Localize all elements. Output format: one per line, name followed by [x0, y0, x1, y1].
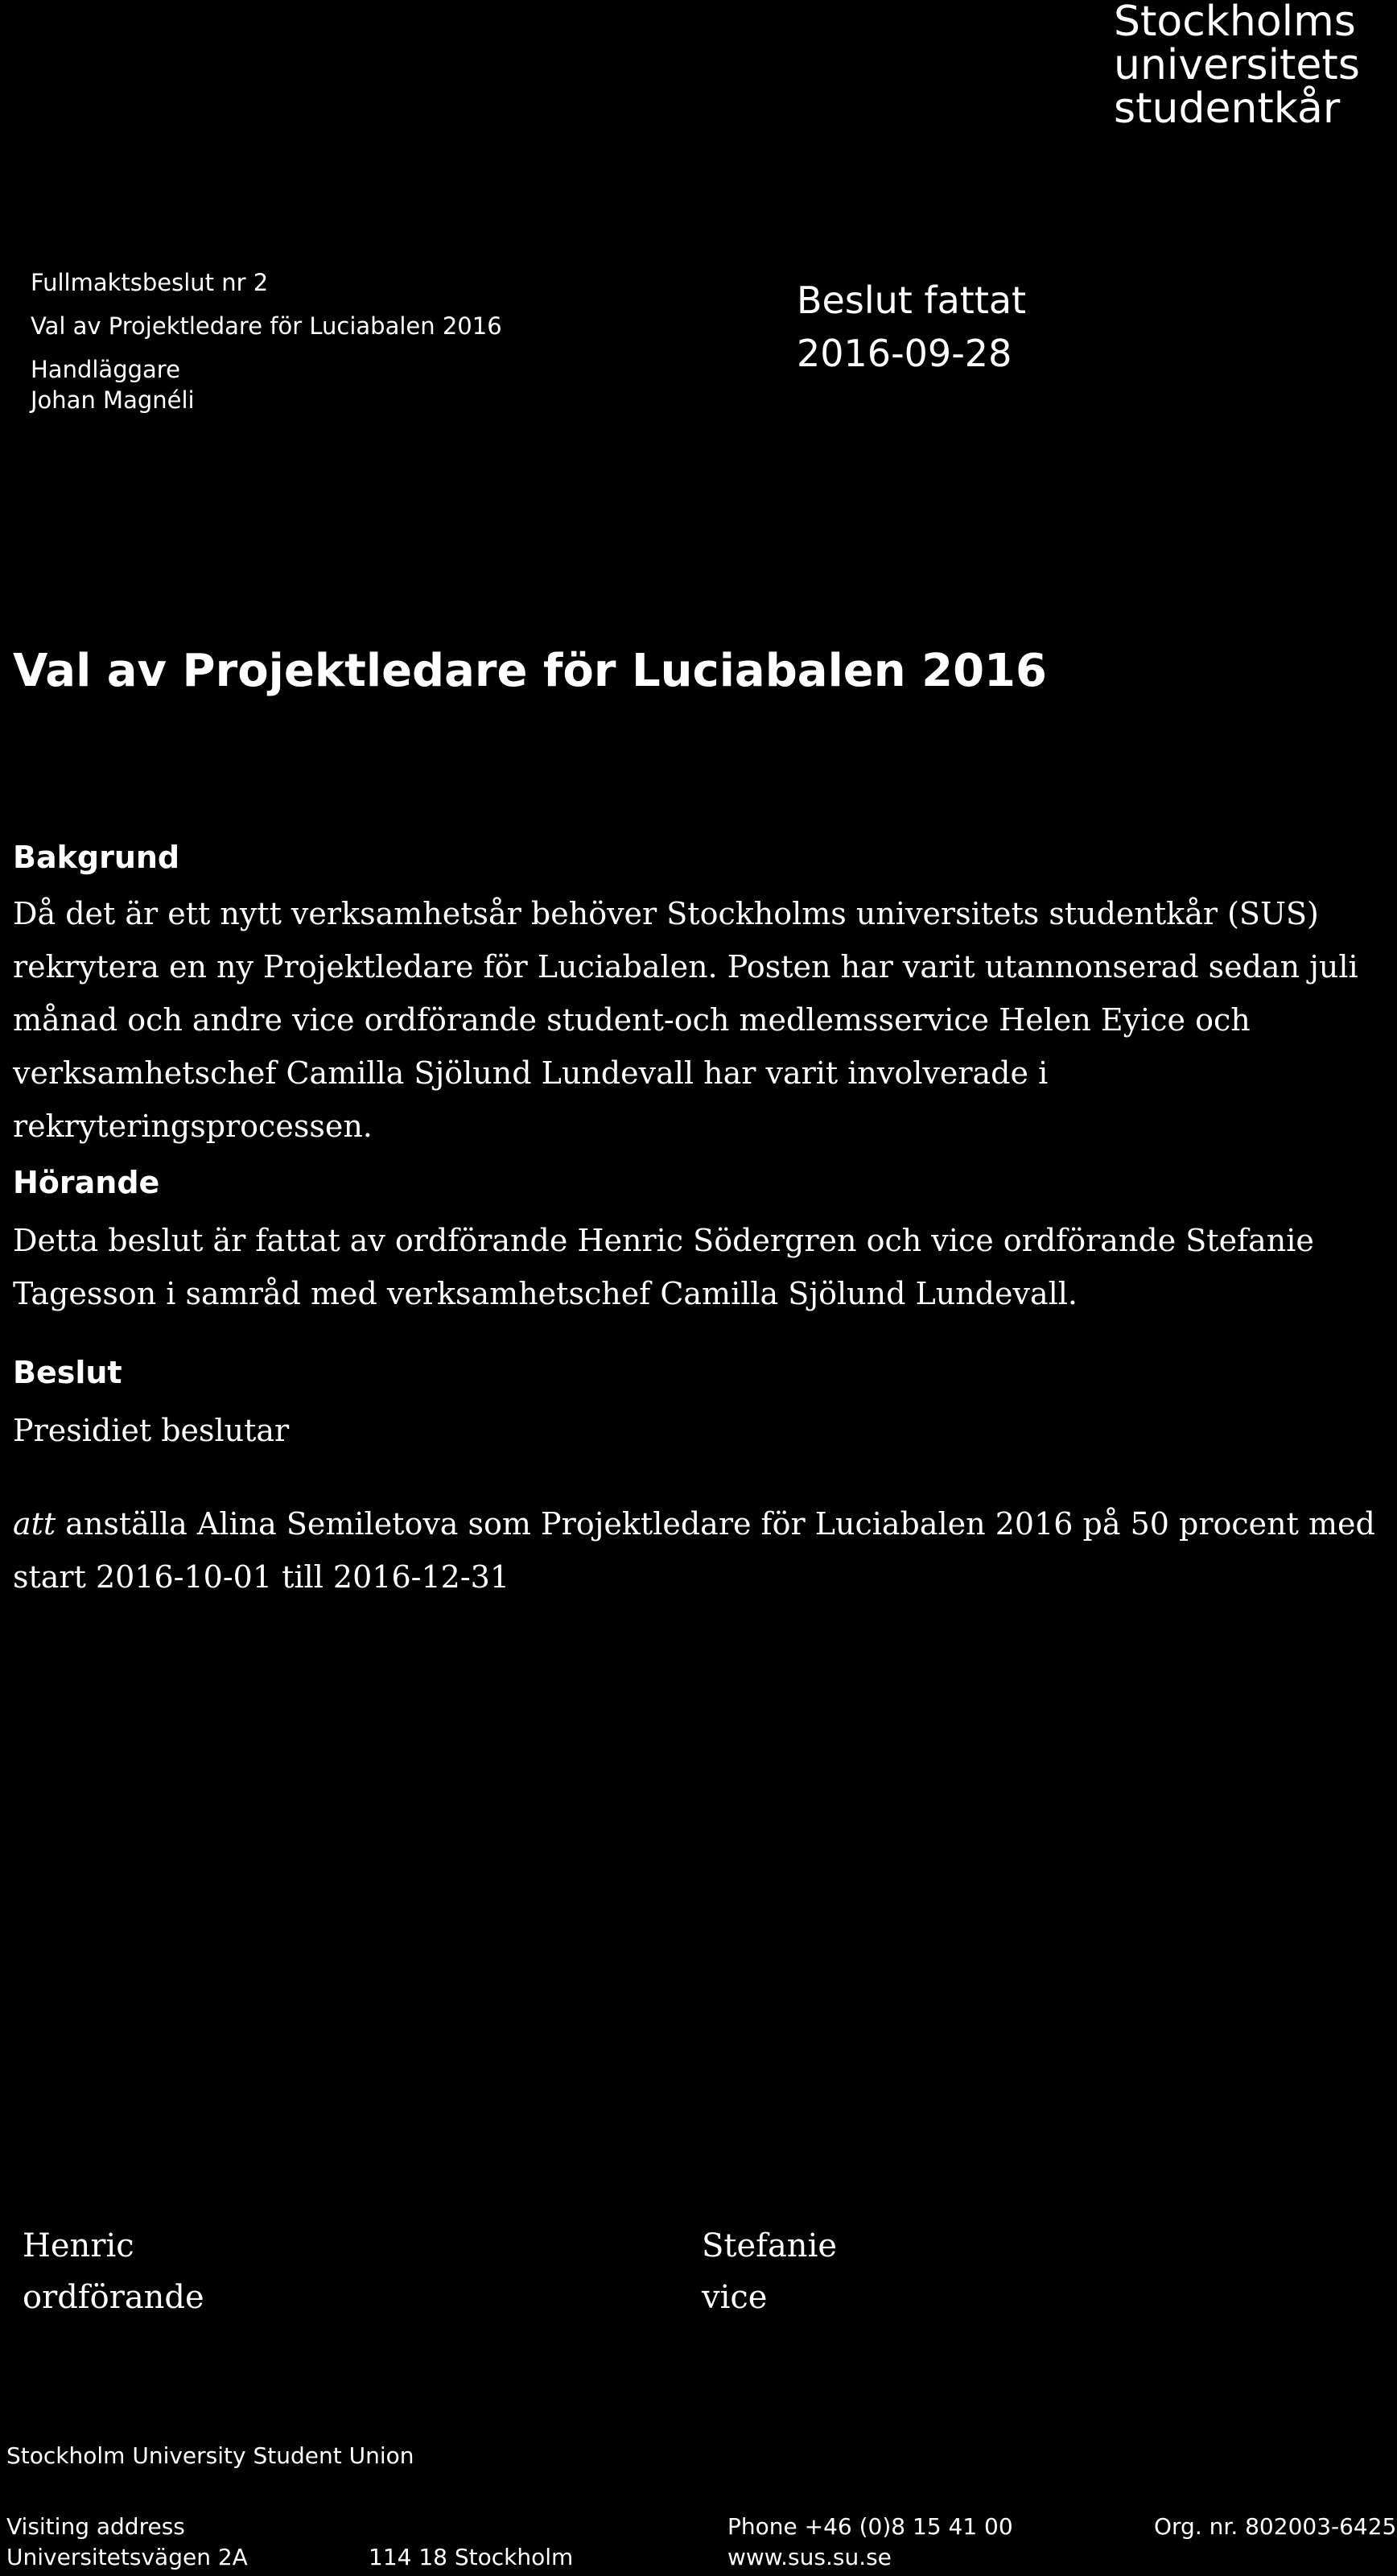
hearing-line: Detta beslut är fattat av ordförande Henric Södergren och vice ordförande Stefanie [13, 1223, 1314, 1258]
background-line: Då det är ett nytt verksamhetsår behöver Stockholms universitets studentkår (SUS) [13, 896, 1319, 931]
footer-postal: 114 18 Stockholm [369, 2544, 574, 2570]
section-heading-hearing: Hörande [13, 1165, 160, 1200]
signature-right-role: vice [702, 2279, 768, 2316]
logo-line-2: universitets [1114, 41, 1360, 89]
decision-number: Fullmaktsbeslut nr 2 [31, 269, 269, 296]
decided-label: Beslut fattat [797, 279, 1027, 322]
decision-line-2: start 2016-10-01 till 2016-12-31 [13, 1559, 510, 1595]
decision-intro-line: Presidiet beslutar [13, 1413, 290, 1448]
footer-visiting-label: Visiting address [6, 2513, 185, 2540]
background-line: månad och andre vice ordförande student-och medlemsservice Helen Eyice och [13, 1002, 1251, 1038]
logo-line-1: Stockholms [1114, 0, 1356, 46]
footer-org-nr: Org. nr. 802003-6425 [1154, 2513, 1397, 2540]
footer-web: www.sus.su.se [727, 2544, 892, 2570]
document-meta [31, 264, 502, 419]
handler-name: Johan Magnéli [31, 386, 195, 414]
decision-date-block [797, 274, 1026, 380]
section-heading-decision: Beslut [13, 1355, 122, 1390]
att-word: att [13, 1506, 56, 1542]
hearing-paragraph [13, 1214, 1381, 1320]
decision-intro [13, 1404, 1381, 1457]
decision-line-1 [13, 1497, 1381, 1550]
footer-org-name: Stockholm University Student Union [6, 2442, 414, 2469]
decided-date: 2016-09-28 [797, 332, 1012, 375]
logo-line-3: studentkår [1114, 85, 1341, 133]
hearing-line: Tagesson i samråd med verksamhetschef Camilla Sjölund Lundevall. [13, 1276, 1078, 1311]
background-line: rekryteringsprocessen. [13, 1108, 373, 1144]
background-line: verksamhetschef Camilla Sjölund Lundevall har varit involverade i [13, 1055, 1049, 1091]
union-logo [1114, 0, 1379, 133]
signature-right-name: Stefanie [702, 2227, 838, 2264]
handler-label: Handläggare [31, 356, 180, 383]
section-heading-background: Bakgrund [13, 840, 180, 875]
footer-phone: Phone +46 (0)8 15 41 00 [727, 2513, 1013, 2540]
page-title: Val av Projektledare för Luciabalen 2016 [13, 645, 1047, 697]
decision-paragraph [13, 1497, 1381, 1604]
signature-right [702, 2220, 837, 2323]
decision-subject: Val av Projektledare för Luciabalen 2016 [31, 312, 502, 340]
signature-left-name: Henric [23, 2227, 134, 2264]
signature-left-role: ordförande [23, 2279, 204, 2316]
decision-line-1-rest: anställa Alina Semiletova som Projektledare för Luciabalen 2016 på 50 procent med [56, 1506, 1375, 1542]
background-paragraph [13, 887, 1381, 1153]
signature-left [23, 2220, 204, 2323]
background-line: rekrytera en ny Projektledare för Luciabalen. Posten har varit utannonserad sedan juli [13, 949, 1358, 985]
footer-street: Universitetsvägen 2A [6, 2544, 248, 2570]
